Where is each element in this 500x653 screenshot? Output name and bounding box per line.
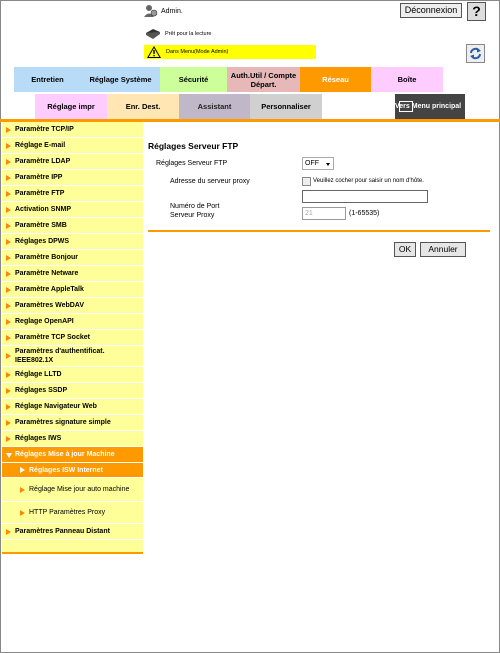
sidebar-item-netware[interactable]: Paramètre Netware — [2, 266, 143, 282]
sidebar-item-bonjour[interactable]: Paramètre Bonjour — [2, 250, 143, 266]
sidebar-item-appletalk[interactable]: Paramètre AppleTalk — [2, 282, 143, 298]
sidebar-footer — [2, 540, 143, 554]
sidebar-item-machine-update[interactable]: Réglages Mise à jour Machine — [2, 447, 143, 463]
port-range-hint: (1-65535) — [349, 210, 380, 217]
help-button[interactable]: ? — [467, 2, 486, 21]
ftp-setting-select[interactable]: OFF — [302, 157, 334, 170]
sidebar-item-iws[interactable]: Réglages IWS — [2, 431, 143, 447]
printer-status-icon — [145, 27, 161, 39]
proxy-address-input[interactable] — [302, 190, 428, 203]
warning-icon — [147, 46, 161, 58]
logout-button[interactable]: Déconnexion — [400, 3, 462, 18]
sidebar-item-tcp-socket[interactable]: Paramètre TCP Socket — [2, 330, 143, 346]
admin-user-icon — [144, 4, 158, 18]
user-label: Admin. — [161, 8, 183, 15]
sidebar-item-remote-panel[interactable]: Paramètres Panneau Distant — [2, 524, 143, 540]
sidebar-item-ieee8021x[interactable]: Paramètres d'authentificat. IEEE802.1X — [2, 346, 143, 367]
sidebar-item-ftp[interactable]: Paramètre FTP — [2, 186, 143, 202]
sidebar-item-openapi[interactable]: Reglage OpenAPI — [2, 314, 143, 330]
tab-boite[interactable]: Boîte — [371, 67, 443, 92]
tab-enr-dest[interactable]: Enr. Dest. — [107, 94, 179, 119]
sidebar-subitem-http-proxy[interactable]: HTTP Paramètres Proxy — [2, 502, 143, 524]
tab-reseau[interactable]: Réseau — [300, 67, 371, 92]
tab-securite[interactable]: Sécurité — [160, 67, 227, 92]
sidebar-item-ssdp[interactable]: Réglages SSDP — [2, 383, 143, 399]
proxy-port-label-line2: Serveur Proxy — [170, 212, 215, 219]
main-menu-button[interactable] — [395, 94, 465, 119]
machine-status-text: Prêt pour la lecture — [165, 31, 212, 37]
hostname-checkbox[interactable] — [302, 177, 311, 186]
sidebar-item-smb[interactable]: Paramètre SMB — [2, 218, 143, 234]
sidebar-item-web-browser[interactable]: Réglage Navigateur Web — [2, 399, 143, 415]
form-divider — [148, 230, 490, 232]
sidebar-subitem-isw-internet[interactable]: Réglages ISW Internet — [2, 463, 143, 478]
tab-reglage-systeme[interactable]: Réglage Système — [81, 67, 160, 92]
proxy-port-label-line1: Numéro de Port — [170, 203, 220, 210]
sidebar-item-dpws[interactable]: Réglages DPWS — [2, 234, 143, 250]
proxy-port-input[interactable]: 21 — [302, 207, 346, 220]
proxy-address-label: Adresse du serveur proxy — [170, 178, 250, 185]
sidebar — [2, 122, 143, 554]
hostname-checkbox-label: Veuillez cocher pour saisir un nom d'hôte. — [313, 178, 424, 184]
sidebar-item-lltd[interactable]: Réglage LLTD — [2, 367, 143, 383]
ftp-setting-label: Réglages Serveur FTP — [156, 160, 228, 167]
main-menu-label: Vers Menu principal — [395, 103, 462, 110]
cancel-button[interactable]: Annuler — [420, 242, 466, 257]
sidebar-subitem-auto-update[interactable]: Réglage Mise jour auto machine — [2, 478, 143, 502]
sidebar-item-tcpip[interactable]: Paramètre TCP/IP — [2, 122, 143, 138]
tab-entretien[interactable]: Entretien — [14, 67, 81, 92]
page-title: Réglages Serveur FTP — [148, 141, 239, 151]
tab-personnaliser[interactable]: Personnaliser — [250, 94, 322, 119]
tab-reglage-impr[interactable]: Réglage impr — [35, 94, 107, 119]
tab-auth-compte[interactable]: Auth.Util / Compte Départ. — [227, 67, 300, 92]
ok-button[interactable]: OK — [394, 242, 416, 257]
sidebar-item-webdav[interactable]: Paramètres WebDAV — [2, 298, 143, 314]
sidebar-item-ipp[interactable]: Paramètre IPP — [2, 170, 143, 186]
sidebar-item-email[interactable]: Réglage E-mail — [2, 138, 143, 154]
refresh-icon[interactable] — [466, 44, 485, 63]
tab-assistant[interactable]: Assistant — [179, 94, 250, 119]
admin-mode-text: Dans Menu(Mode Admin) — [166, 49, 229, 55]
sidebar-item-ldap[interactable]: Paramètre LDAP — [2, 154, 143, 170]
sidebar-item-simple-signature[interactable]: Paramètres signature simple — [2, 415, 143, 431]
sidebar-item-snmp[interactable]: Activation SNMP — [2, 202, 143, 218]
